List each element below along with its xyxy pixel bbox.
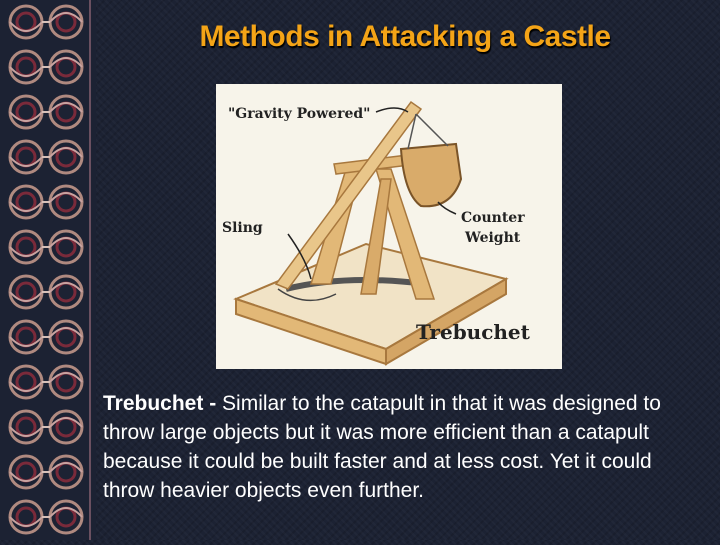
label-sling: Sling bbox=[222, 220, 263, 236]
label-weight: Weight bbox=[465, 230, 521, 246]
slide-title: Methods in Attacking a Castle bbox=[199, 20, 611, 53]
description-paragraph bbox=[103, 389, 703, 505]
label-trebuchet: Trebuchet bbox=[416, 320, 530, 344]
term-trebuchet: Trebuchet bbox=[103, 392, 204, 415]
label-counter: Counter bbox=[461, 210, 525, 226]
label-gravity-powered: "Gravity Powered" bbox=[228, 106, 371, 122]
description-text: Similar to the catapult in that it was designed to throw large objects but it was more efficient than a catapult because it could be built faster and at less cost. Yet it could throw heavier objects even further. bbox=[103, 392, 661, 502]
decorative-border bbox=[0, 0, 96, 540]
term-dash: - bbox=[203, 392, 223, 415]
trebuchet-illustration bbox=[216, 84, 562, 369]
